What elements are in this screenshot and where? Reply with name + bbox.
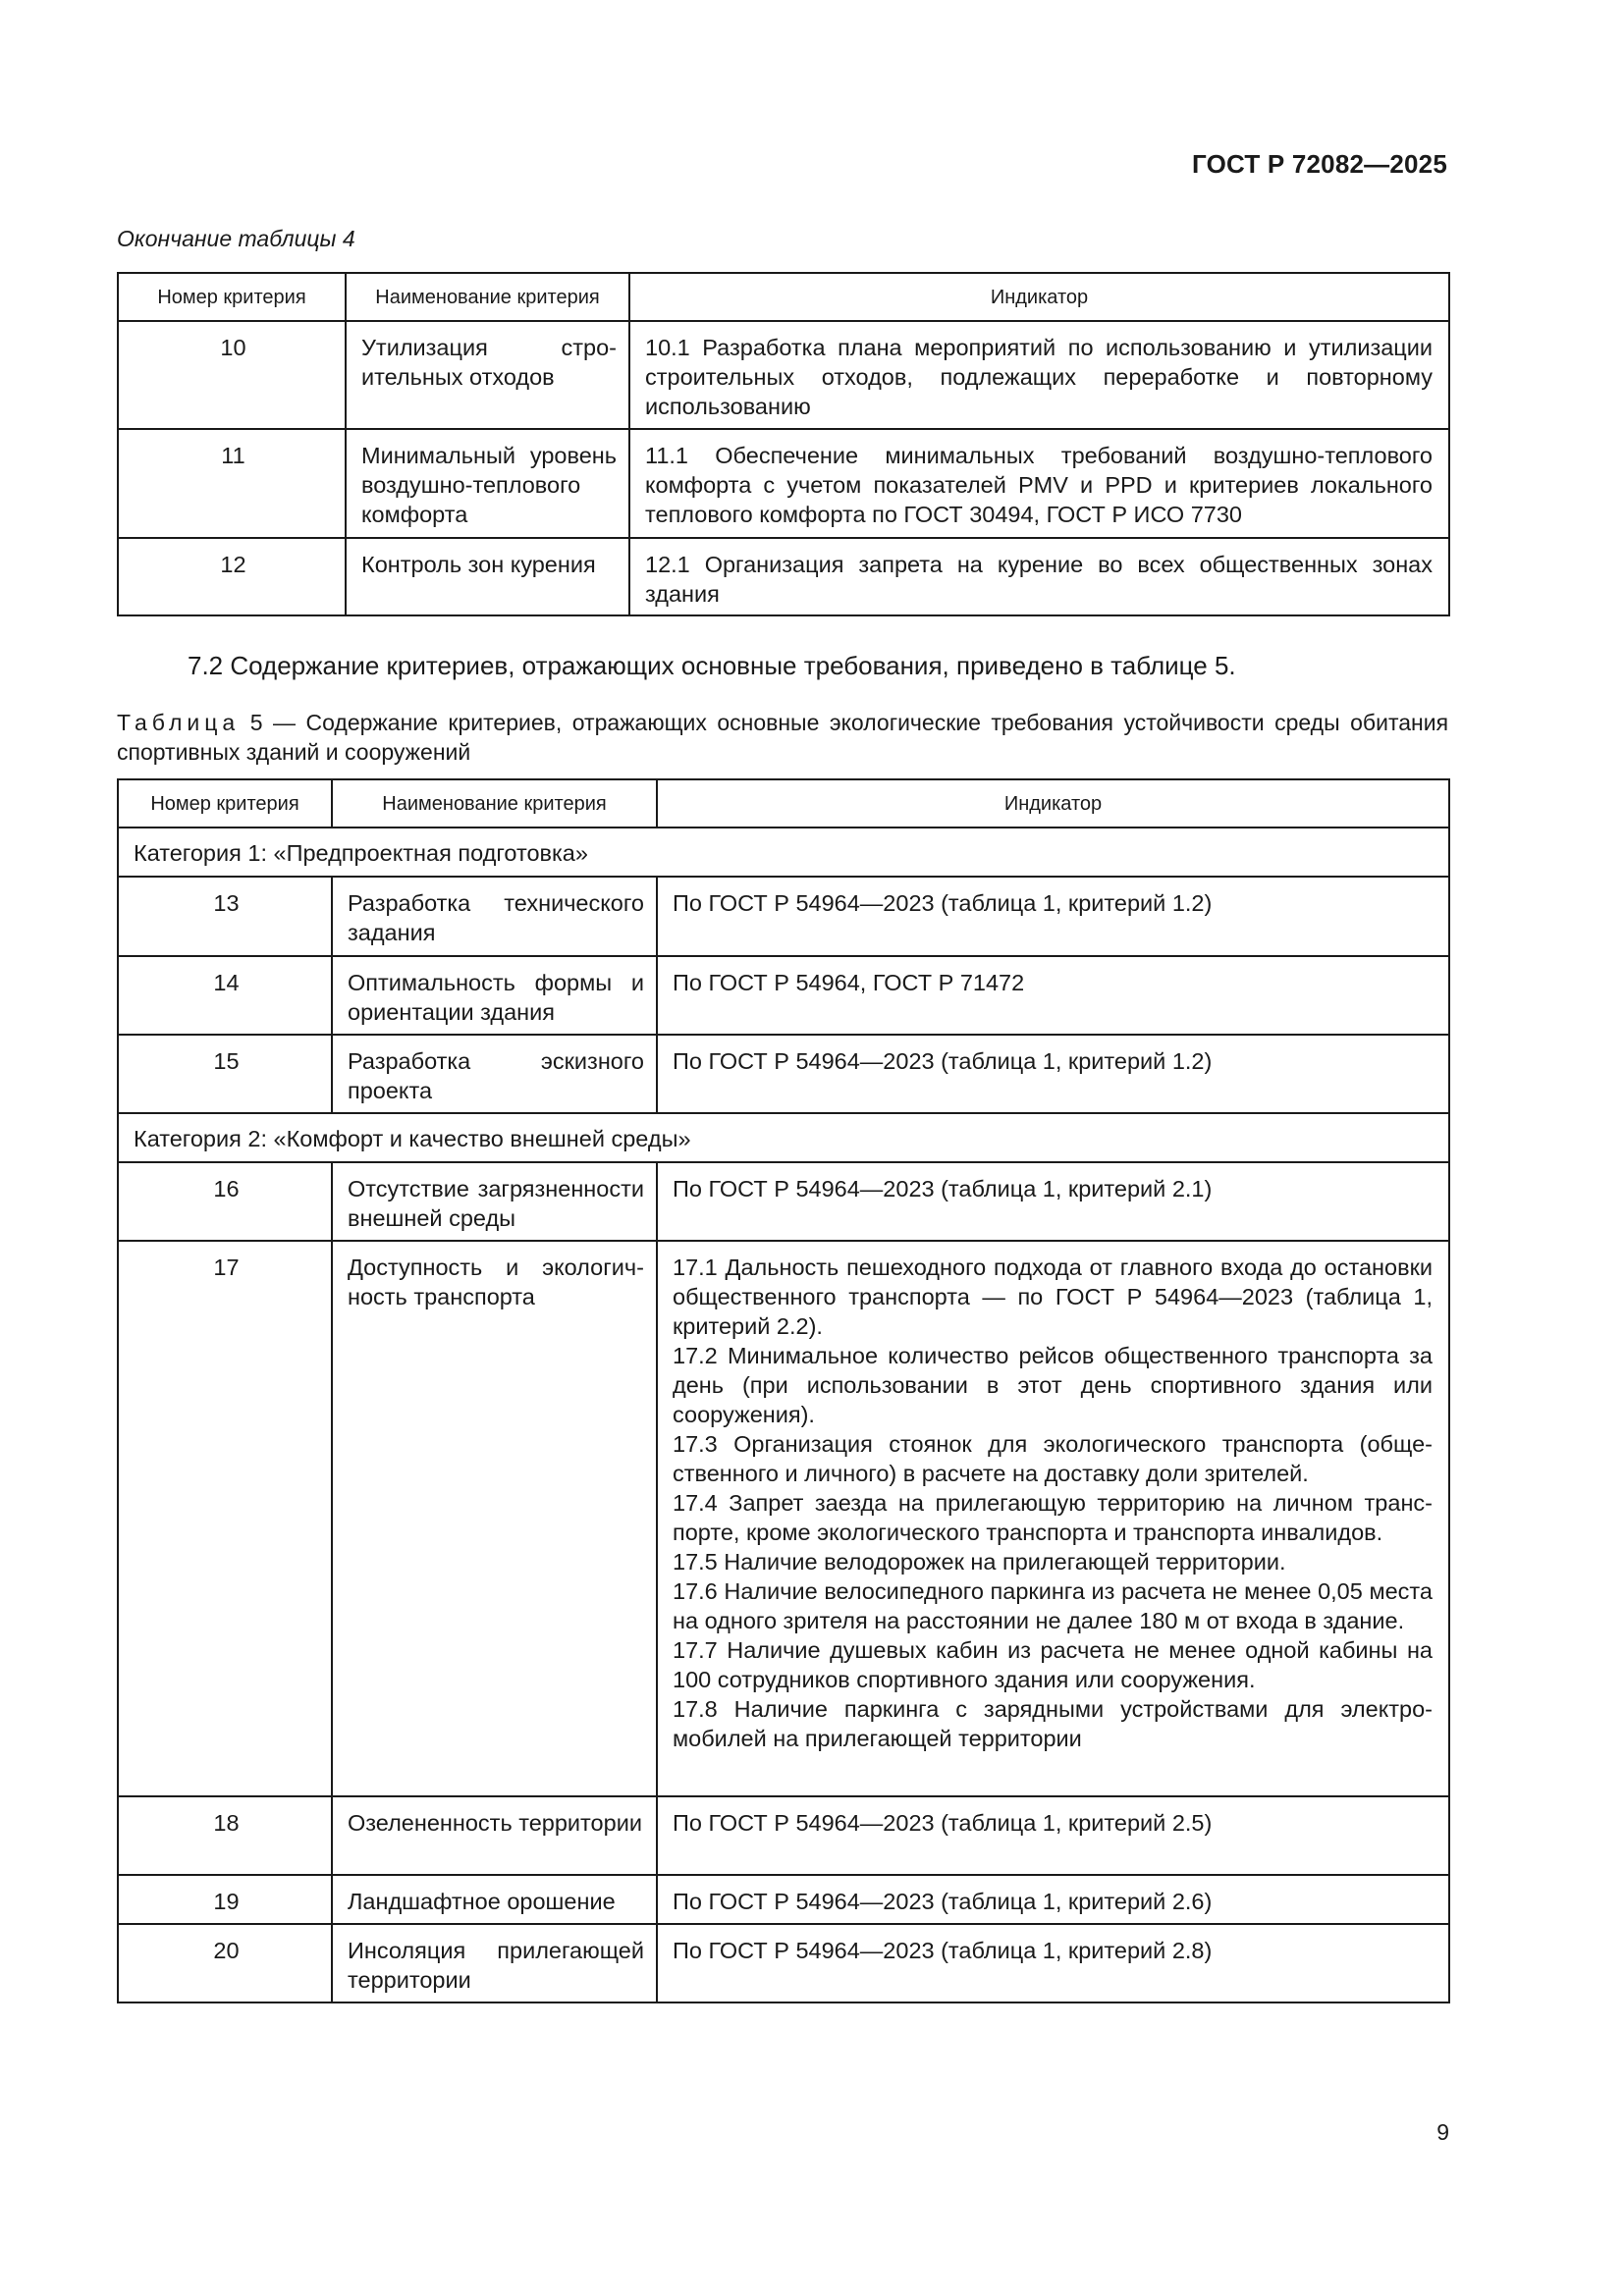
document-code: ГОСТ Р 72082—2025 — [1192, 149, 1447, 179]
column-header-name: Наименование критерия — [346, 273, 629, 321]
criterion-name: Минимальный уровень воздушно-теплового комфорта — [346, 429, 629, 538]
criterion-indicator — [657, 1241, 1449, 1796]
criterion-number: 13 — [118, 877, 332, 956]
criterion-name: Ландшафтное орошение — [332, 1875, 657, 1924]
table5-caption-number: 5 — [249, 710, 263, 735]
indicator-item: 17.2 Минимальное количество рейсов общественного транспорта за день (при использовании в этот день спортивного здания или сооружения). — [673, 1343, 1433, 1427]
table5-caption-label: Таблица — [117, 710, 241, 735]
category-row — [118, 828, 1449, 877]
criterion-indicator: По ГОСТ Р 54964—2023 (таблица 1, критерий 1.2) — [657, 877, 1449, 956]
table-row — [118, 956, 1449, 1035]
criterion-number: 14 — [118, 956, 332, 1035]
table-row — [118, 1241, 1449, 1796]
page-number: 9 — [1436, 2119, 1449, 2145]
criterion-name: Инсоляция прилегающей территории — [332, 1924, 657, 2002]
table5-header-row — [118, 779, 1449, 828]
criterion-indicator: 10.1 Разработка плана мероприятий по использованию и утилизации строительных отходов, подлежащих переработке и повторному использованию — [629, 321, 1449, 429]
indicator-item: 17.3 Организация стоянок для экологического транспорта (общественного и личного) в расчете на доставку доли зрителей. — [673, 1431, 1433, 1486]
criterion-indicator: По ГОСТ Р 54964—2023 (таблица 1, критерий 2.8) — [657, 1924, 1449, 2002]
table-row — [118, 1162, 1449, 1241]
table-row — [118, 1796, 1449, 1875]
criterion-number: 11 — [118, 429, 346, 538]
indicator-item: 17.8 Наличие паркинга с зарядными устройствами для электромобилей на прилегающей территории — [673, 1696, 1433, 1751]
table-row — [118, 1035, 1449, 1113]
table-row — [118, 877, 1449, 956]
indicator-item: 17.4 Запрет заезда на прилегающую территорию на личном транспорте, кроме экологического транспорта и транспорта инвалидов. — [673, 1490, 1433, 1545]
table-row — [118, 321, 1449, 429]
column-header-indicator: Индикатор — [657, 779, 1449, 828]
column-header-number: Номер критерия — [118, 273, 346, 321]
column-header-name: Наименование критерия — [332, 779, 657, 828]
criterion-name: Оптимальность формы и ориентации здания — [332, 956, 657, 1035]
criterion-indicator: По ГОСТ Р 54964—2023 (таблица 1, критерий 1.2) — [657, 1035, 1449, 1113]
criterion-name: Доступность и экологичность транспорта — [332, 1241, 657, 1796]
criterion-indicator: По ГОСТ Р 54964—2023 (таблица 1, критерий 2.5) — [657, 1796, 1449, 1875]
criterion-name: Отсутствие загрязненности внешней среды — [332, 1162, 657, 1241]
table4-header-row — [118, 273, 1449, 321]
table-row — [118, 429, 1449, 538]
criterion-name: Разработка технического задания — [332, 877, 657, 956]
indicator-item: 17.6 Наличие велосипедного паркинга из расчета не менее 0,05 места на одного зрителя на расстоянии не далее 180 м от входа в здание. — [673, 1578, 1433, 1633]
table-row — [118, 538, 1449, 615]
criterion-indicator: По ГОСТ Р 54964—2023 (таблица 1, критерий 2.6) — [657, 1875, 1449, 1924]
table5-caption-text: — Содержание критериев, отражающих основные экологические требования устойчивости среды обитания спортивных зданий и сооружений — [117, 710, 1449, 765]
table-row — [118, 1924, 1449, 2002]
criterion-number: 17 — [118, 1241, 332, 1796]
criterion-indicator: 11.1 Обеспечение минимальных требований воздушно-теплового комфорта с учетом показателей PMV и PPD и критериев локального теплового комфорта по ГОСТ 30494, ГОСТ Р ИСО 7730 — [629, 429, 1449, 538]
table-5 — [117, 778, 1450, 2003]
criterion-number: 18 — [118, 1796, 332, 1875]
criterion-number: 10 — [118, 321, 346, 429]
table5-caption — [117, 708, 1448, 767]
criterion-name: Утилизация строительных отходов — [346, 321, 629, 429]
paragraph-7-2: 7.2 Содержание критериев, отражающих основные требования, приведено в таблице 5. — [188, 651, 1236, 680]
category-row — [118, 1113, 1449, 1162]
criterion-name: Контроль зон курения — [346, 538, 629, 615]
column-header-number: Номер критерия — [118, 779, 332, 828]
indicator-item: 17.7 Наличие душевых кабин из расчета не менее одной кабины на 100 сотрудников спортивного здания или сооружения. — [673, 1637, 1433, 1692]
criterion-indicator: По ГОСТ Р 54964—2023 (таблица 1, критерий 2.1) — [657, 1162, 1449, 1241]
criterion-number: 15 — [118, 1035, 332, 1113]
table-4 — [117, 272, 1450, 616]
criterion-number: 20 — [118, 1924, 332, 2002]
criterion-indicator: 12.1 Организация запрета на курение во всех общественных зонах здания — [629, 538, 1449, 615]
indicator-item: 17.1 Дальность пешеходного подхода от главного входа до остановки общественного транспорта — по ГОСТ Р 54964—2023 (таблица 1, критерий 2.2). — [673, 1255, 1433, 1339]
criterion-number: 16 — [118, 1162, 332, 1241]
criterion-number: 12 — [118, 538, 346, 615]
column-header-indicator: Индикатор — [629, 273, 1449, 321]
criterion-number: 19 — [118, 1875, 332, 1924]
table4-continuation-caption: Окончание таблицы 4 — [117, 226, 355, 251]
indicator-item: 17.5 Наличие велодорожек на прилегающей территории. — [673, 1549, 1286, 1575]
table-row — [118, 1875, 1449, 1924]
category-2-label: Категория 2: «Комфорт и качество внешней среды» — [118, 1113, 1449, 1162]
criterion-indicator: По ГОСТ Р 54964, ГОСТ Р 71472 — [657, 956, 1449, 1035]
criterion-name: Разработка эскизного проекта — [332, 1035, 657, 1113]
criterion-name: Озелененность территории — [332, 1796, 657, 1875]
category-1-label: Категория 1: «Предпроектная подготовка» — [118, 828, 1449, 877]
